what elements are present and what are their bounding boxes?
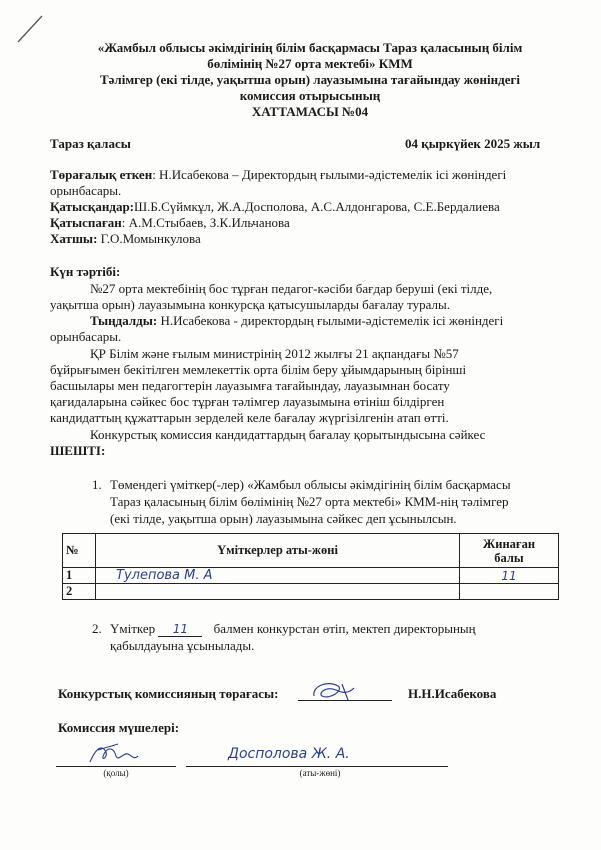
chair-text: : Н.Исабекова – Директордың ғылыми-әдістемелік ісі жөніндегі [152, 167, 507, 182]
member-name: Досполова Ж. А. [228, 746, 350, 762]
col-header-num: № [63, 534, 96, 568]
chair-line [50, 167, 560, 183]
secretary-label: Хатшы: [50, 231, 98, 246]
date: 04 қыркүйек 2025 жыл [405, 136, 541, 151]
col-header-score-2: балы [494, 550, 524, 565]
members-text: Ш.Б.Сүймкұл, Ж.А.Досполова, А.С.Алдонгарова, С.Е.Бердалиева [134, 199, 500, 214]
header-line-1: «Жамбыл облысы әкімдігінің білім басқармасы Тараз қаласының білім [97, 40, 523, 55]
chair-sign-label: Конкурстық комиссияның төрағасы: [58, 686, 279, 701]
absent-line [50, 215, 560, 231]
caption-sign: (қолы) [103, 768, 129, 778]
members-line [50, 199, 560, 215]
decision1-num: 1. [92, 477, 102, 492]
row-num: 1 [63, 568, 96, 584]
para2-line-2: бұйрығымен бекітілген мемлекеттік орта білім беру ұйымдарының бірінші [50, 362, 467, 377]
header-line-3: Тәлімгер (екі тілде, уақытша орын) лауазымына тағайындау жөніндегі [99, 72, 520, 87]
row-candidate-name: Тулепова М. А [96, 568, 460, 584]
col-header-name: Үміткерлер аты-жөні [96, 534, 460, 568]
row-candidate-name [96, 584, 460, 600]
col-header-score-1: Жинаған [482, 536, 536, 551]
secretary-line [50, 231, 560, 247]
decided-heading: ШЕШТІ: [50, 443, 106, 458]
chair-sign-name: Н.Н.Исабекова [408, 686, 497, 701]
para2-line-4: қағидаларына сәйкес бос тұрған тәлімгер лауазымына өтініш білдірген [50, 394, 445, 409]
heard-line-2: орынбасары. [50, 329, 122, 344]
decision2-score: 11 [158, 623, 202, 637]
table-row [63, 584, 559, 600]
col-header-score [460, 534, 559, 568]
heard-label: Тыңдалды: [90, 313, 158, 328]
decision1-line-1: Төмендегі үміткер(-лер) «Жамбыл облысы әкімдігінің білім басқармасы [110, 477, 511, 492]
table-header-row [63, 534, 559, 568]
heard-text: Н.Исабекова - директордың ғылыми-әдістемелік ісі жөніндегі [157, 313, 504, 328]
para2-line-1: ҚР Білім және ғылым министрінің 2012 жылғы 21 ақпандағы №57 [90, 346, 459, 361]
members-label: Қатысқандар: [50, 199, 135, 214]
agenda-text-2: уақытша орын) лауазымына конкурсқа қатысушыларды бағалау туралы. [50, 297, 450, 312]
para2-line-3: басшылары мен педагогтерін лауазымға тағайындау, лауазымнан босату [50, 378, 450, 393]
caption-name: (аты-жөні) [299, 768, 341, 778]
row-score [460, 584, 559, 600]
row-num: 2 [63, 584, 96, 600]
heard-line [90, 313, 560, 329]
decision2-line-2: қабылдауына ұсынылады. [110, 638, 255, 653]
chair-label: Төрағалық еткен [50, 167, 153, 182]
agenda-text-1: №27 орта мектебінің бос тұрған педагог-кәсіби бағдар беруші (екі тілде, [90, 281, 493, 296]
para2-line-5: кандидаттың құжаттарын зерделей келе бағалау жүргізілгенін атап өтті. [50, 410, 449, 425]
member-name-line [186, 766, 448, 767]
decision2-num: 2. [92, 621, 102, 636]
protocol-title: ХАТТАМАСЫ №04 [251, 104, 369, 119]
members-sign-label: Комиссия мүшелері: [58, 720, 180, 735]
chair-line-2: орынбасары. [50, 183, 122, 198]
decision1-line-2: Тараз қаласының білім бөлімінің №27 орта мектебі» КММ-нің тәлімгер [110, 494, 509, 509]
row-score: 11 [460, 568, 559, 584]
para3: Конкурстық комиссия кандидаттардың бағалау қорытындысына сәйкес [90, 427, 486, 442]
member-signature [84, 738, 144, 770]
absent-label: Қатыспаған [50, 215, 122, 230]
candidates-table [62, 533, 559, 600]
decision2-line-1 [110, 621, 560, 637]
header-line-2: бөлімінің №27 орта мектебі» КММ [207, 56, 413, 71]
decision2-prefix: Үміткер [110, 621, 156, 636]
place: Тараз қаласы [50, 136, 131, 151]
header-line-4: комиссия отырысының [239, 88, 381, 103]
decision2-suffix: балмен конкурстан өтіп, мектеп директорының [213, 621, 476, 636]
agenda-title: Күн тәртібі: [50, 264, 121, 279]
absent-text: : А.М.Стыбаев, З.К.Ильчанова [121, 215, 290, 230]
secretary-text: Г.О.Момынкулова [97, 231, 201, 246]
decision1-line-3: (екі тілде, уақытша орын) лауазымына сәйкес деп ұсынылсын. [110, 511, 457, 526]
table-row [63, 568, 559, 584]
chair-signature [308, 676, 368, 706]
